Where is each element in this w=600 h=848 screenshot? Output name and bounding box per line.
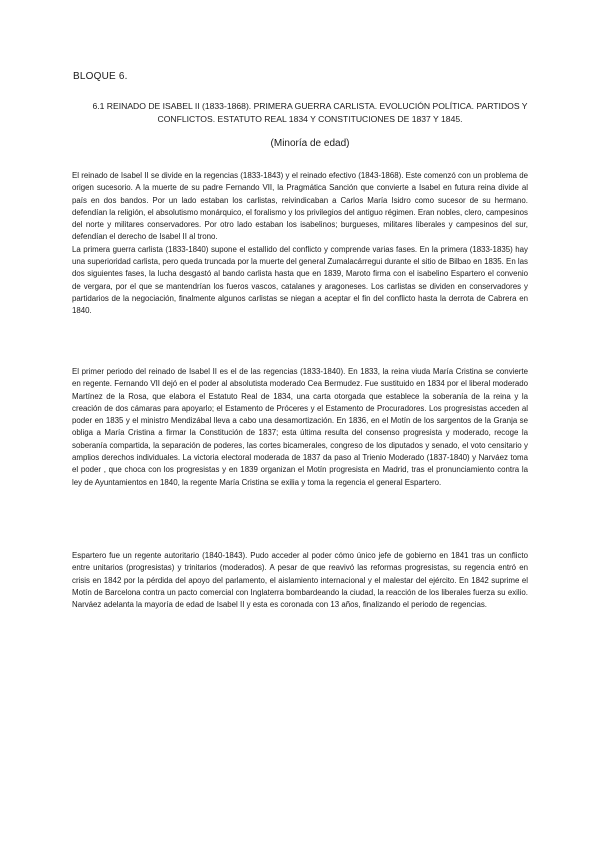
- block-heading: BLOQUE 6.: [73, 71, 128, 82]
- page-title: 6.1 REINADO DE ISABEL II (1833-1868). PRIMERA GUERRA CARLISTA. EVOLUCIÓN POLÍTICA. PARTIDOS Y CONFLICTOS. ESTATUTO REAL 1834 Y CONSTITUCIONES DE 1837 Y 1845.: [92, 101, 528, 124]
- text-block-3: [72, 550, 528, 611]
- paragraph-succession: El reinado de Isabel II se divide en la regencias (1833-1843) y el reinado efectivo (1843-1868). Este comenzó con un problema de origen sucesorio. A la muerte de su padre Fernando VII, la Pragmática Sanción que convierte a Isabel en futura reina divide al país en dos bandos. Por un lado estaban los carlistas, reivindicaban a Carlos María Isidro como sucesor de su hermano. defendían la religión, el absolutismo monárquico, el foralismo y los privilegios del antiguo régimen. Eran nobles, clero, campesinos del norte y militares conservadores. Por otro lado estaban los isabelinos; burgueses, militares liberales y campesinos del sur, defendían el derecho de Isabel II al trono.: [72, 171, 528, 242]
- text-block-2: [72, 366, 528, 489]
- paragraph-espartero: Espartero fue un regente autoritario (1840-1843). Pudo acceder al poder cómo único jefe de gobierno en 1841 tras un conflicto entre unitarios (progresistas) y trinitarios (moderados). A pesar de que reavivó las reformas progresistas, su regencia entró en crisis en 1842 por la pérdida del apoyo del parlamento, el aislamiento internacional y el malestar del ejército. En 1842 suprime el Motín de Barcelona contra un pacto comercial con Inglaterra bombardeando la ciudad, la reacción de los liberales fuerza su exilio. Narváez adelanta la mayoría de edad de Isabel II y esta es coronada con 13 años, finalizando el periodo de regencias.: [72, 551, 528, 610]
- paragraph-regencies: El primer periodo del reinado de Isabel II es el de las regencias (1833-1840). En 1833, la reina viuda María Cristina se convierte en regente. Fernando VII dejó en el poder al absolutista moderado Cea Bermudez. Fue sustituido en 1834 por el liberal moderado Martínez de la Rosa, que elabora el Estatuto Real de 1834, una carta otorgada que establece la soberanía de la reina y la creación de dos cámaras para apoyarlo; el Estamento de Próceres y el Estamento de Procuradores. Los progresistas acceden al poder en 1835 y el ministro Mendizábal lleva a cabo una desamortización. En 1836, en el Motín de los sargentos de la Granja se obliga a María Cristina a firmar la Constitución de 1837; esta última resulta del consenso progresista y moderado, recoge la soberanía compartida, la separación de poderes, las cortes bicamerales, congreso de los diputados y senado, el voto censitario y amplios derechos individuales. La victoria electoral moderada de 1837 da paso al Trienio Moderado (1837-1840) y Narváez toma el poder , que choca con los progresistas y en 1839 organizan el Motín progresista en Madrid, tras el pronunciamiento contra la ley de Ayuntamientos en 1840, la regente María Cristina se exilia y toma la regencia el general Espartero.: [72, 367, 528, 487]
- text-block-1: [72, 170, 528, 318]
- page-subtitle: (Minoría de edad): [270, 138, 350, 149]
- paragraph-carlist-war: La primera guerra carlista (1833-1840) supone el estallido del conflicto y comprende varias fases. En la primera (1833-1835) hay una superioridad carlista, pero queda truncada por la muerte del general Zumalacárregui durante el sitio de Bilbao en 1835. En las dos siguientes fases, la lucha desgastó al bando carlista hasta que en 1839, Maroto firma con el isabelino Espartero el convenio de vergara, por el que se mantendrían los fueros vascos, catalanes y aragoneses. Los carlistas se dividen en conservadores y partidarios de la negociación, finalmente algunos carlistas se niegan a aceptar el fin del conflicto hasta la derrota de Cabrera en 1840.: [72, 244, 528, 316]
